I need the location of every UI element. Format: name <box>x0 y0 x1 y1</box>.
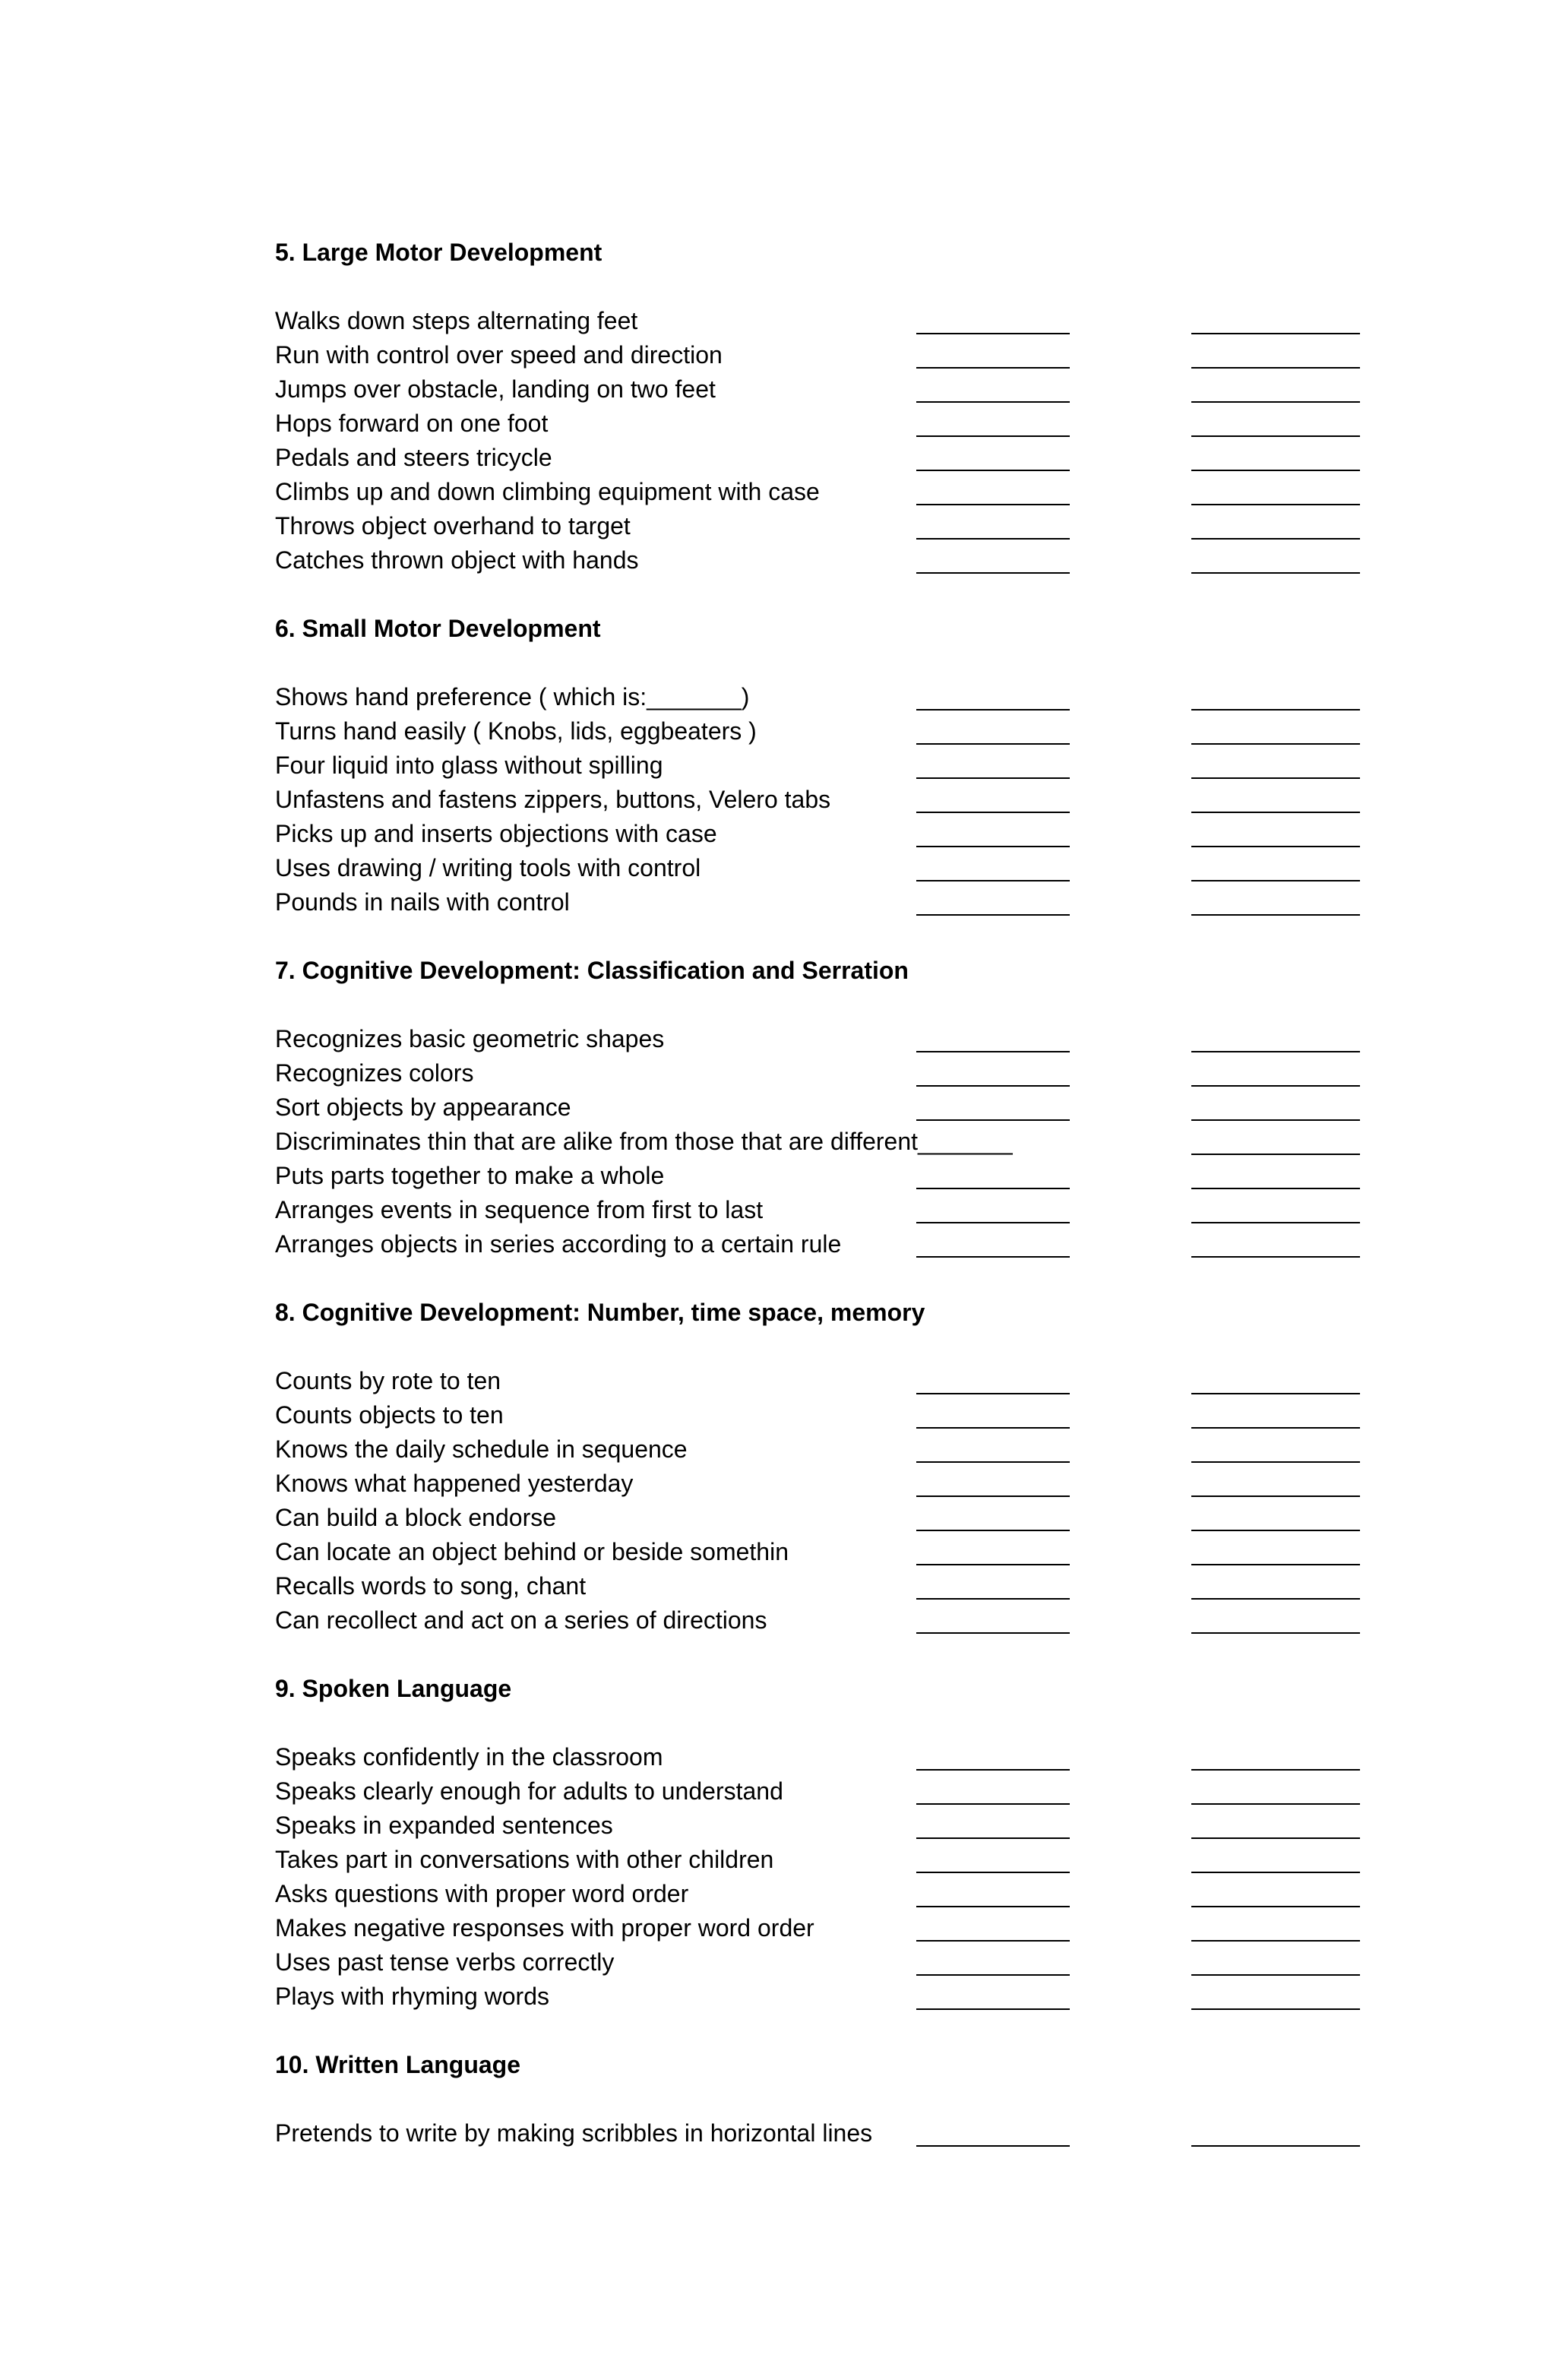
item-text: Can recollect and act on a series of directions <box>275 1606 767 1634</box>
answer-blank-1[interactable] <box>916 1632 1070 1634</box>
list-item <box>275 1501 1362 1535</box>
answer-blank-2[interactable] <box>1191 1530 1360 1531</box>
list-item <box>275 1467 1362 1501</box>
item-list <box>275 1022 1362 1261</box>
section-classification <box>275 954 1362 1261</box>
list-item <box>275 680 1362 714</box>
answer-blank-1[interactable] <box>916 1906 1070 1907</box>
answer-blank-1[interactable] <box>916 333 1070 334</box>
list-item <box>275 1603 1362 1638</box>
answer-blank-1[interactable] <box>916 777 1070 779</box>
answer-blank-2[interactable] <box>1191 1632 1360 1634</box>
answer-blank-1[interactable] <box>916 1564 1070 1565</box>
answer-blank-2[interactable] <box>1191 1872 1360 1873</box>
section-written-language <box>275 2048 1362 2151</box>
item-text: Walks down steps alternating feet <box>275 307 638 334</box>
item-text: Takes part in conversations with other children <box>275 1846 774 1873</box>
list-item <box>275 1193 1362 1227</box>
list-item <box>275 1227 1362 1261</box>
answer-blank-2[interactable] <box>1191 777 1360 779</box>
answer-blank-1[interactable] <box>916 1222 1070 1223</box>
item-text: Arranges objects in series according to a certain rule <box>275 1230 842 1258</box>
item-text: Uses past tense verbs correctly <box>275 1948 615 1976</box>
answer-blank-1[interactable] <box>916 743 1070 745</box>
item-text: Plays with rhyming words <box>275 1983 549 2010</box>
item-list <box>275 304 1362 578</box>
answer-blank-2[interactable] <box>1191 367 1360 369</box>
answer-blank-2[interactable] <box>1191 470 1360 471</box>
answer-blank-2[interactable] <box>1191 1906 1360 1907</box>
item-text: Pounds in nails with control <box>275 888 570 916</box>
item-text: Catches thrown object with hands <box>275 546 639 574</box>
section-title: 9. Spoken Language <box>275 1675 512 1702</box>
answer-blank-2[interactable] <box>1191 504 1360 505</box>
item-text: Hops forward on one foot <box>275 410 549 437</box>
list-item <box>275 1569 1362 1603</box>
answer-blank-2[interactable] <box>1191 1803 1360 1805</box>
item-list <box>275 680 1362 919</box>
list-item <box>275 851 1362 885</box>
item-list <box>275 1740 1362 2014</box>
answer-blank-2[interactable] <box>1191 1051 1360 1052</box>
answer-blank-1[interactable] <box>916 1940 1070 1942</box>
answer-blank-2[interactable] <box>1191 846 1360 847</box>
answer-blank-2[interactable] <box>1191 1598 1360 1600</box>
answer-blank-2[interactable] <box>1191 2145 1360 2147</box>
answer-blank-1[interactable] <box>916 1461 1070 1463</box>
answer-blank-1[interactable] <box>916 1427 1070 1429</box>
list-item <box>275 1056 1362 1090</box>
section-title: 6. Small Motor Development <box>275 615 601 642</box>
answer-blank-2[interactable] <box>1191 812 1360 813</box>
section-title: 5. Large Motor Development <box>275 239 602 266</box>
answer-blank-1[interactable] <box>916 367 1070 369</box>
list-item <box>275 1432 1362 1467</box>
answer-blank-1[interactable] <box>916 846 1070 847</box>
list-item <box>275 475 1362 509</box>
item-text: Run with control over speed and direction <box>275 341 723 369</box>
list-item <box>275 1843 1362 1877</box>
item-text: Pedals and steers tricycle <box>275 444 552 471</box>
answer-blank-1[interactable] <box>916 1530 1070 1531</box>
answer-blank-1[interactable] <box>916 1974 1070 1976</box>
answer-blank-1[interactable] <box>916 572 1070 574</box>
section-title: 10. Written Language <box>275 2051 521 2078</box>
list-item <box>275 543 1362 578</box>
answer-blank-1[interactable] <box>916 504 1070 505</box>
item-text: Climbs up and down climbing equipment with case <box>275 478 820 505</box>
item-text: Knows what happened yesterday <box>275 1470 634 1497</box>
answer-blank-1[interactable] <box>916 1872 1070 1873</box>
list-item <box>275 885 1362 919</box>
answer-blank-2[interactable] <box>1191 435 1360 437</box>
answer-blank-1[interactable] <box>916 1393 1070 1394</box>
list-item <box>275 1877 1362 1911</box>
answer-blank-2[interactable] <box>1191 1085 1360 1087</box>
item-text: Recognizes colors <box>275 1059 474 1087</box>
answer-blank-1[interactable] <box>916 470 1070 471</box>
item-list <box>275 1364 1362 1638</box>
answer-blank-2[interactable] <box>1191 1461 1360 1463</box>
list-item <box>275 783 1362 817</box>
list-item <box>275 817 1362 851</box>
answer-blank-1[interactable] <box>916 1051 1070 1052</box>
item-text: Throws object overhand to target <box>275 512 631 540</box>
list-item <box>275 1911 1362 1945</box>
answer-blank-1[interactable] <box>916 401 1070 403</box>
item-text: Can build a block endorse <box>275 1504 557 1531</box>
item-text: Four liquid into glass without spilling <box>275 752 663 779</box>
item-text: Pretends to write by making scribbles in horizontal lines <box>275 2119 873 2147</box>
item-text: Arranges events in sequence from first to last <box>275 1196 764 1223</box>
list-item <box>275 509 1362 543</box>
item-text: Unfastens and fastens zippers, buttons, Velero tabs <box>275 786 831 813</box>
item-text: Counts objects to ten <box>275 1401 504 1429</box>
answer-blank-2[interactable] <box>1191 333 1360 334</box>
list-item <box>275 2116 1362 2151</box>
list-item <box>275 407 1362 441</box>
answer-blank-2[interactable] <box>1191 538 1360 540</box>
answer-blank-1[interactable] <box>916 2008 1070 2010</box>
answer-blank-2[interactable] <box>1191 2008 1360 2010</box>
list-item <box>275 304 1362 338</box>
answer-blank-1[interactable] <box>916 880 1070 881</box>
answer-blank-1[interactable] <box>916 538 1070 540</box>
answer-blank-2[interactable] <box>1191 1837 1360 1839</box>
list-item <box>275 441 1362 475</box>
answer-blank-2[interactable] <box>1191 1256 1360 1258</box>
answer-blank-1[interactable] <box>916 435 1070 437</box>
list-item <box>275 1398 1362 1432</box>
item-text: Jumps over obstacle, landing on two feet <box>275 375 716 403</box>
item-text: Makes negative responses with proper word order <box>275 1914 814 1942</box>
item-text: Can locate an object behind or beside somethin <box>275 1538 789 1565</box>
answer-blank-2[interactable] <box>1191 1393 1360 1394</box>
section-number-time-memory <box>275 1296 1362 1638</box>
item-text: Speaks clearly enough for adults to understand <box>275 1777 783 1805</box>
item-text: Discriminates thin that are alike from those that are different_______ <box>275 1128 1013 1155</box>
answer-blank-2[interactable] <box>1191 1769 1360 1771</box>
list-item <box>275 1740 1362 1774</box>
answer-blank-1[interactable] <box>916 1495 1070 1497</box>
list-item <box>275 1159 1362 1193</box>
item-list <box>275 2116 1362 2151</box>
item-text: Recognizes basic geometric shapes <box>275 1025 665 1052</box>
answer-blank-1[interactable] <box>916 2145 1070 2147</box>
answer-blank-2[interactable] <box>1191 1564 1360 1565</box>
item-text: Uses drawing / writing tools with control <box>275 854 701 881</box>
list-item <box>275 1125 1362 1159</box>
answer-blank-2[interactable] <box>1191 401 1360 403</box>
answer-blank-2[interactable] <box>1191 1495 1360 1497</box>
answer-blank-1[interactable] <box>916 1598 1070 1600</box>
answer-blank-2[interactable] <box>1191 914 1360 916</box>
item-text: Speaks in expanded sentences <box>275 1812 613 1839</box>
list-item <box>275 1364 1362 1398</box>
section-spoken-language <box>275 1672 1362 2014</box>
item-text: Asks questions with proper word order <box>275 1880 689 1907</box>
item-text: Turns hand easily ( Knobs, lids, eggbeaters ) <box>275 717 757 745</box>
answer-blank-1[interactable] <box>916 1769 1070 1771</box>
list-item <box>275 1090 1362 1125</box>
item-text: Sort objects by appearance <box>275 1093 571 1121</box>
answer-blank-1[interactable] <box>916 1085 1070 1087</box>
list-item <box>275 714 1362 748</box>
answer-blank-1[interactable] <box>916 812 1070 813</box>
list-item <box>275 1945 1362 1980</box>
answer-blank-2[interactable] <box>1191 1974 1360 1976</box>
answer-blank-1[interactable] <box>916 914 1070 916</box>
section-title: 8. Cognitive Development: Number, time space, memory <box>275 1299 925 1326</box>
section-large-motor <box>275 236 1362 578</box>
answer-blank-2[interactable] <box>1191 1154 1360 1155</box>
item-text: Knows the daily schedule in sequence <box>275 1435 688 1463</box>
answer-blank-2[interactable] <box>1191 1188 1360 1189</box>
item-text: Recalls words to song, chant <box>275 1572 587 1600</box>
answer-blank-2[interactable] <box>1191 1940 1360 1942</box>
item-text: Puts parts together to make a whole <box>275 1162 665 1189</box>
list-item <box>275 1809 1362 1843</box>
answer-blank-1[interactable] <box>916 1837 1070 1839</box>
answer-blank-1[interactable] <box>916 1803 1070 1805</box>
list-item <box>275 1535 1362 1569</box>
item-text: Shows hand preference ( which is:_______) <box>275 683 750 711</box>
item-text: Speaks confidently in the classroom <box>275 1743 663 1771</box>
list-item <box>275 748 1362 783</box>
list-item <box>275 1980 1362 2014</box>
answer-blank-2[interactable] <box>1191 1222 1360 1223</box>
item-text: Picks up and inserts objections with case <box>275 820 717 847</box>
answer-blank-2[interactable] <box>1191 1427 1360 1429</box>
answer-blank-1[interactable] <box>916 709 1070 711</box>
list-item <box>275 338 1362 372</box>
answer-blank-2[interactable] <box>1191 1119 1360 1121</box>
answer-blank-2[interactable] <box>1191 880 1360 881</box>
list-item <box>275 1022 1362 1056</box>
answer-blank-2[interactable] <box>1191 743 1360 745</box>
answer-blank-2[interactable] <box>1191 709 1360 711</box>
item-text: Counts by rote to ten <box>275 1367 501 1394</box>
list-item <box>275 1774 1362 1809</box>
answer-blank-1[interactable] <box>916 1119 1070 1121</box>
answer-blank-1[interactable] <box>916 1256 1070 1258</box>
answer-blank-2[interactable] <box>1191 572 1360 574</box>
list-item <box>275 372 1362 407</box>
section-small-motor <box>275 612 1362 919</box>
section-title: 7. Cognitive Development: Classification and Serration <box>275 957 909 984</box>
answer-blank-1[interactable] <box>916 1188 1070 1189</box>
